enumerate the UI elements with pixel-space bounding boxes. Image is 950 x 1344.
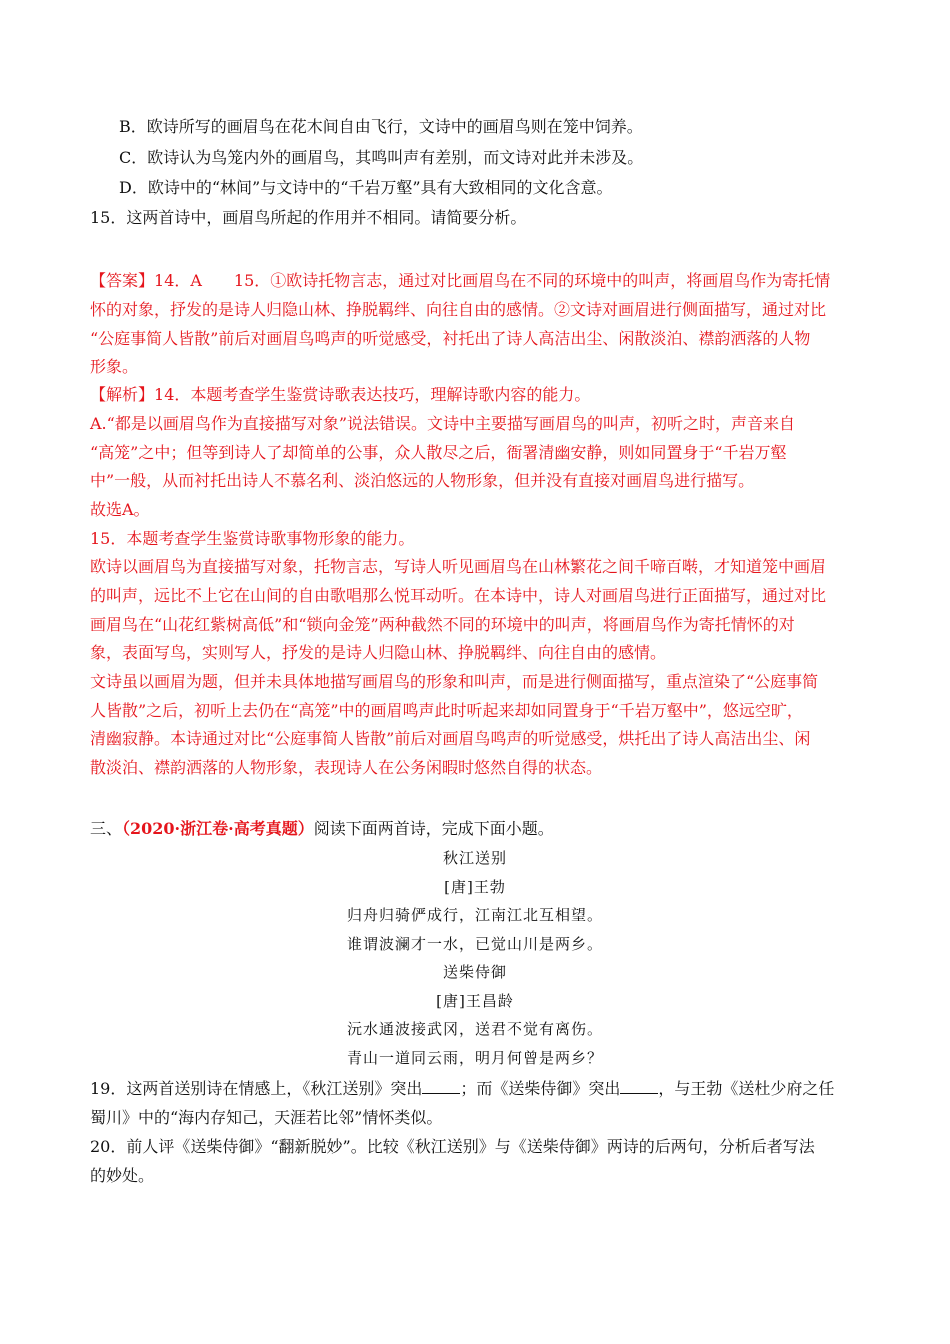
analysis-line-7: 欧诗以画眉鸟为直接描写对象，托物言志，写诗人听见画眉鸟在山林繁花之间千啼百啭，才知道笼中画眉: [90, 557, 827, 576]
section-3-source: （2020·浙江卷·高考真题）: [122, 819, 314, 838]
poem-1-title: 秋江送别: [442, 849, 507, 867]
question-20-line-2: 的妙处。: [90, 1166, 155, 1185]
analysis-line-6: 15．本题考查学生鉴赏诗歌事物形象的能力。: [90, 529, 415, 548]
analysis-line-13: 清幽寂静。本诗通过对比“公庭事简人皆散”前后对画眉鸟鸣声的听觉感受，烘托出了诗人高洁出尘、闲: [90, 729, 811, 748]
poem-2-line-1: 沅水通波接武冈，送君不觉有离伤。: [346, 1020, 603, 1038]
question-19-part-3: ，与王勃《送杜少府之任: [658, 1079, 835, 1098]
analysis-line-5: 故选A。: [90, 500, 150, 519]
analysis-line-1: [90, 385, 590, 405]
poem-1-line-1: 归舟归骑俨成行，江南江北互相望。: [346, 906, 603, 924]
question-19-line-1: [90, 1079, 834, 1099]
answer-blank-2[interactable]: [620, 1079, 658, 1094]
analysis-line-12: 人皆散”之后，初听上去仍在“高笼”中的画眉鸣声此时听起来却如同置身于“千岩万壑中”，悠远空旷，: [90, 701, 803, 720]
section-3-text: 阅读下面两首诗，完成下面小题。: [313, 819, 554, 838]
question-19-part-1: 19．这两首送别诗在情感上，《秋江送别》突出: [90, 1079, 423, 1098]
analysis-line-4: 中”一般，从而衬托出诗人不慕名利、淡泊悠远的人物形象，但并没有直接对画眉鸟进行描写。: [90, 471, 755, 490]
analysis-line-8: 的叫声，远比不上它在山间的自由歌唱那么悦耳动听。在本诗中，诗人对画眉鸟进行正面描写，通过对比: [90, 586, 827, 605]
question-19-line-2: 蜀川》中的“海内存知己，天涯若比邻”情怀类似。: [90, 1108, 443, 1127]
answer-blank-1[interactable]: [422, 1079, 460, 1094]
answer-label: 【答案】: [90, 271, 155, 290]
poem-1-line-2: 谁谓波澜才一水，已觉山川是两乡。: [346, 935, 603, 953]
analysis-line-11: 文诗虽以画眉为题，但并未具体地描写画眉鸟的形象和叫声，而是进行侧面描写，重点渲染了“公庭事简: [90, 672, 819, 691]
poem-2-author: [唐]王昌龄: [436, 992, 514, 1010]
analysis-text-1: 14．本题考查学生鉴赏诗歌表达技巧，理解诗歌内容的能力。: [154, 385, 591, 404]
poem-2-line-2: 青山一道同云雨，明月何曾是两乡？: [346, 1049, 603, 1067]
analysis-line-2: A.“都是以画眉鸟作为直接描写对象”说法错误。文诗中主要描写画眉鸟的叫声，初听之时，声音来自: [90, 414, 796, 433]
answer-text-1: 14．A 15．①欧诗托物言志，通过对比画眉鸟在不同的环境中的叫声，将画眉鸟作为寄托情: [154, 271, 831, 290]
poem-2-title: 送柴侍御: [442, 963, 507, 981]
analysis-line-14: 散淡泊、襟韵洒落的人物形象，表现诗人在公务闲暇时悠然自得的状态。: [90, 758, 603, 777]
section-3-prefix: 三、: [90, 819, 123, 838]
analysis-line-9: 画眉鸟在“山花红紫树高低”和“锁向金笼”两种截然不同的环境中的叫声，将画眉鸟作为寄托情怀的对: [90, 615, 795, 634]
analysis-label: 【解析】: [90, 385, 155, 404]
analysis-line-3: “高笼”之中；但等到诗人了却简单的公事，众人散尽之后，衙署清幽安静，则如同置身于“千岩万壑: [90, 443, 787, 462]
section-3-heading: [90, 819, 554, 839]
answer-line-4: 形象。: [90, 357, 139, 376]
question-15: 15．这两首诗中，画眉鸟所起的作用并不相同。请简要分析。: [90, 208, 527, 227]
question-19-part-2: ；而《送柴侍御》突出: [460, 1079, 621, 1098]
poem-1-author: [唐]王勃: [444, 878, 506, 896]
answer-line-3: “公庭事简人皆散”前后对画眉鸟鸣声的听觉感受，衬托出了诗人高洁出尘、闲散淡泊、襟韵洒落的人物: [90, 329, 811, 348]
answer-line-1: [90, 271, 830, 291]
option-b: B．欧诗所写的画眉鸟在花木间自由飞行，文诗中的画眉鸟则在笼中饲养。: [119, 117, 643, 136]
option-d: D．欧诗中的“林间”与文诗中的“千岩万壑”具有大致相同的文化含意。: [119, 178, 613, 197]
option-c: C．欧诗认为鸟笼内外的画眉鸟，其鸣叫声有差别，而文诗对此并未涉及。: [119, 148, 644, 167]
answer-line-2: 怀的对象，抒发的是诗人归隐山林、挣脱羁绊、向往自由的感情。②文诗对画眉进行侧面描写，通过对比: [90, 300, 827, 319]
analysis-line-10: 象，表面写鸟，实则写人，抒发的是诗人归隐山林、挣脱羁绊、向往自由的感情。: [90, 643, 667, 662]
question-20-line-1: 20．前人评《送柴侍御》“翻新脱妙”。比较《秋江送别》与《送柴侍御》两诗的后两句，分析后者写法: [90, 1137, 815, 1156]
